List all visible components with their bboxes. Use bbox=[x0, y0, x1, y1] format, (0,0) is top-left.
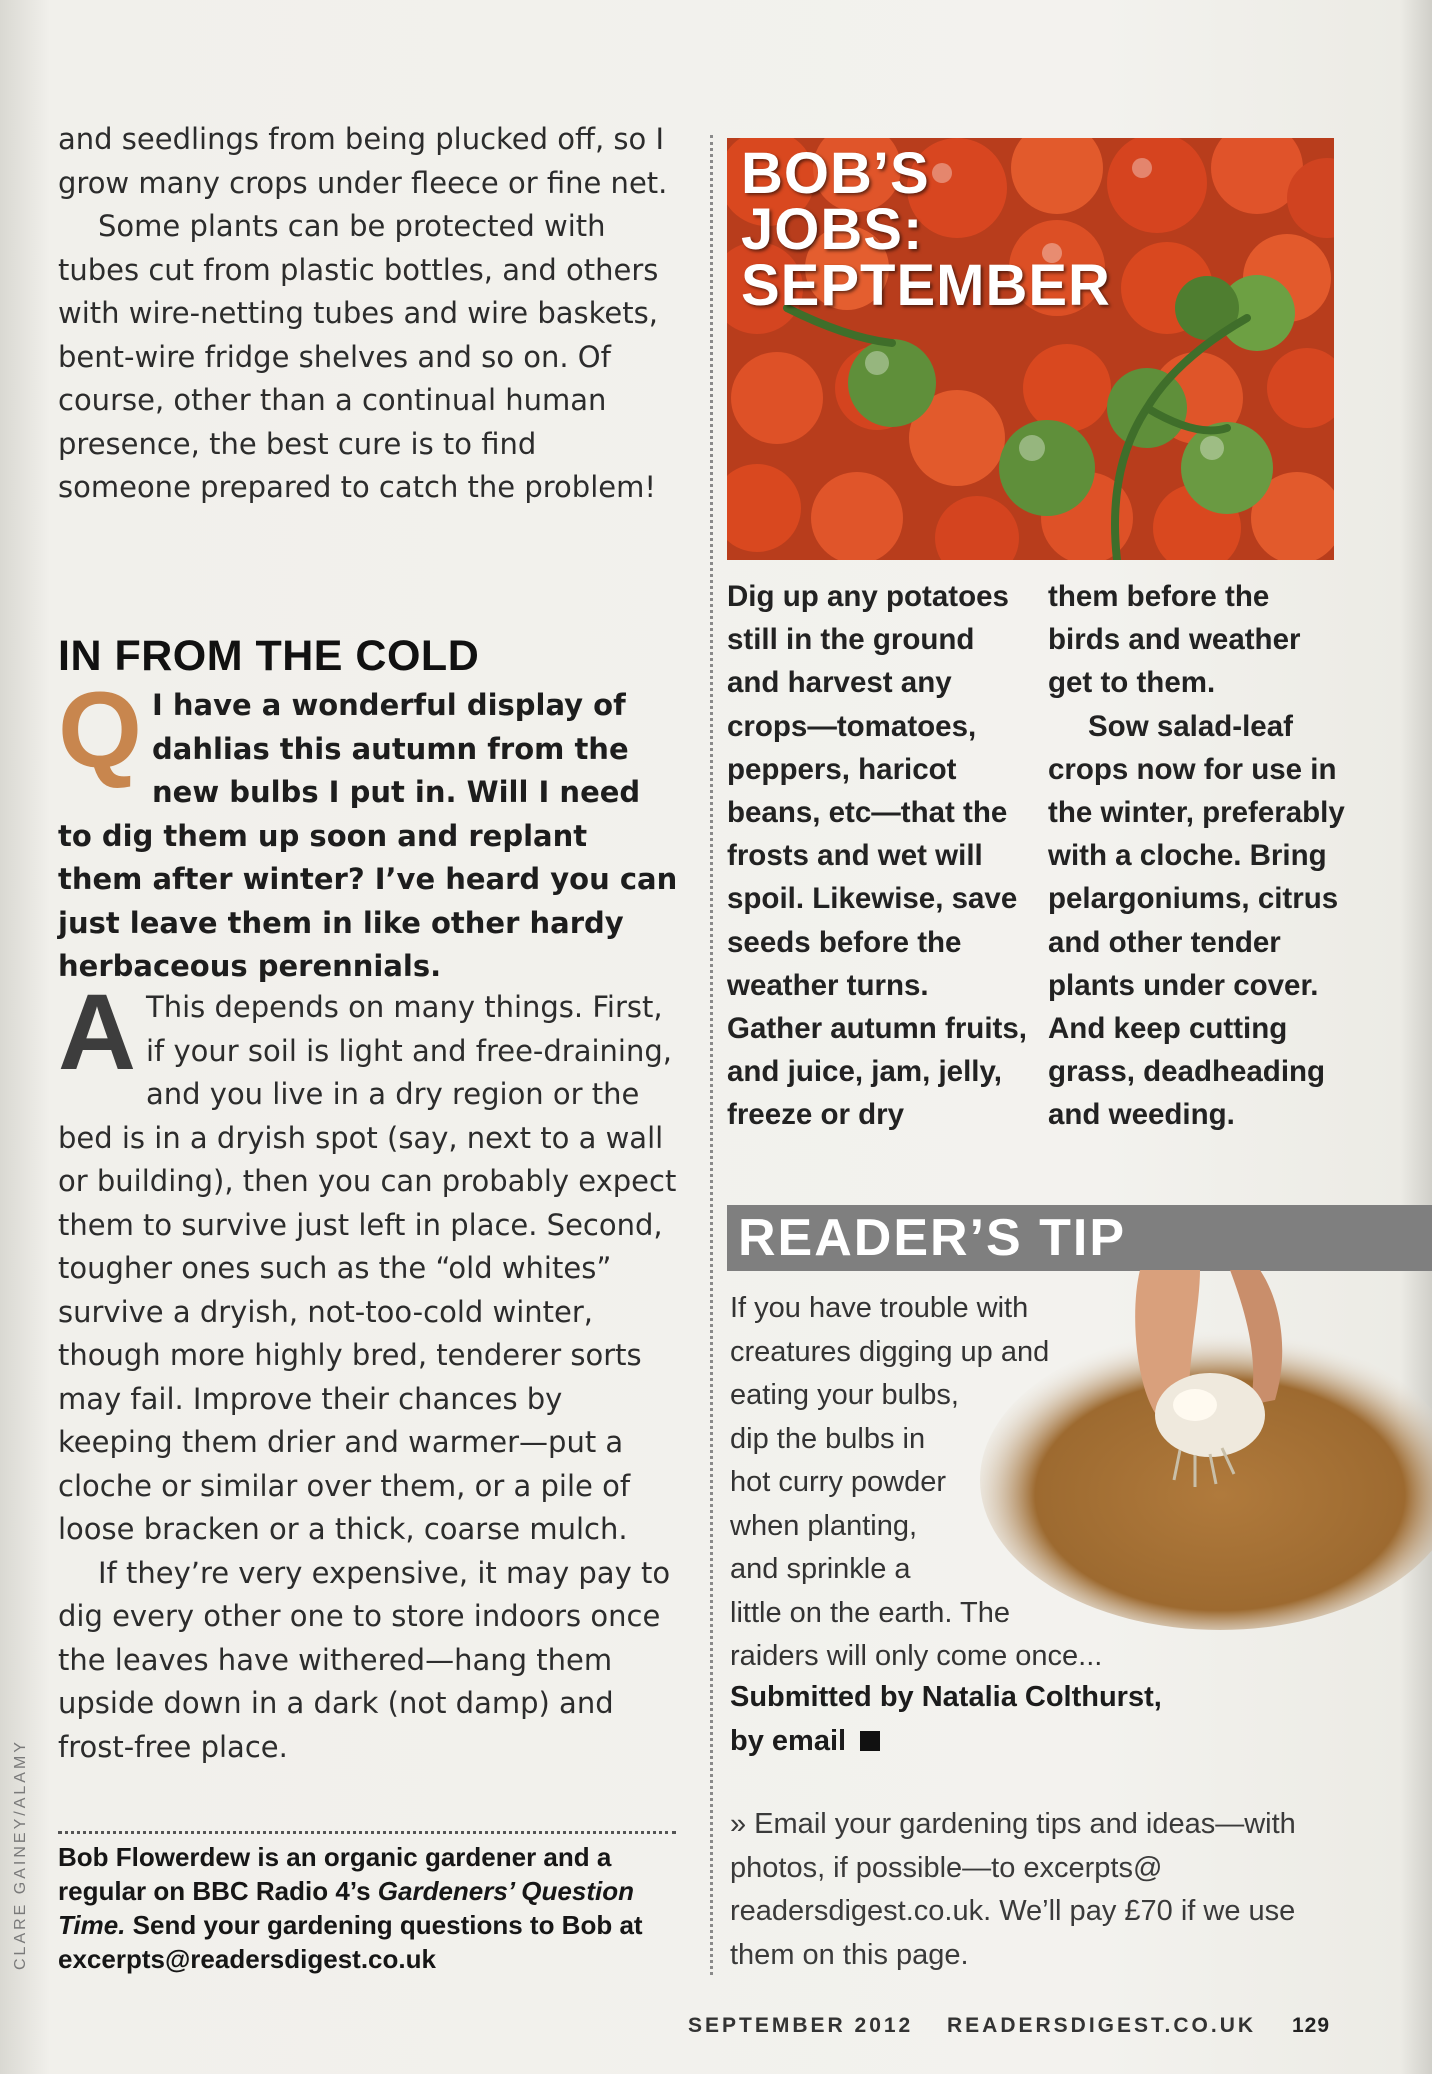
intro-paragraph-1: and seedlings from being plucked off, so I grow many crops under fleece or fine net. bbox=[58, 122, 668, 200]
question-dropcap: Q bbox=[58, 669, 143, 790]
jobs-title-line-2: JOBS: bbox=[741, 197, 924, 262]
bio-divider bbox=[58, 1831, 676, 1834]
answer-paragraph-1: This depends on many things. First, if your soil is light and free-draining, and you live in a dry region or the bed is in a dryish spot (say, next to a wall or building), then you can probably expect them to survive just left in place. Second, tougher ones such as the “old whites” survive a dryish, not-too-cold winter, though more highly bred, tenderer sorts may fail. Improve their chances by keeping them drier and warmer—put a cloche or similar over them, or a pile of loose bracken or a thick, coarse mulch. bbox=[58, 990, 677, 1546]
readers-tip-title: READER’S TIP bbox=[738, 1209, 1127, 1267]
intro-paragraph-2: Some plants can be protected with tubes cut from plastic bottles, and others with wire-netting tubes and wire baskets, bent-wire fridge shelves and so on. Of course, other than a continual human presence, the best cure is to find someone prepared to catch the problem! bbox=[58, 209, 659, 504]
page-number: 129 bbox=[1292, 2014, 1331, 2037]
answer-block bbox=[58, 971, 678, 1769]
bio-part-1: Bob Flowerdew is an organic gardener and a regular on BBC Radio 4’s bbox=[58, 1842, 612, 1906]
question-text: I have a wonderful display of dahlias this autumn from the new bulbs I put in. Will I need to dig them up soon and replant them after winter? I’ve heard you can just leave them in like other hardy herbaceous perennials. bbox=[58, 688, 678, 983]
jobs-column-1-text: Dig up any potatoes still in the ground and harvest any crops—tomatoes, peppers, haricot beans, etc—that the frosts and wet will spoil. Likewise, save seeds before the weather turns. Gather autumn fruits, and juice, jam, jelly, freeze or dry bbox=[727, 580, 1027, 1132]
bio-part-2: Send your gardening questions to Bob at excerpts@readersdigest.co.uk bbox=[58, 1910, 643, 1974]
jobs-title-line-1: BOB’S bbox=[741, 141, 930, 206]
jobs-column-2-part-1: them before the birds and weather get to them. bbox=[1048, 580, 1301, 700]
qa-heading: IN FROM THE COLD bbox=[58, 632, 480, 680]
readers-tip-text: If you have trouble with creatures digging up and eating your bulbs, dip the bulbs in hot curry powder when planting, and sprinkle a little on the earth. The raiders will only come once... bbox=[730, 1292, 1103, 1672]
author-bio bbox=[58, 1840, 698, 1976]
jobs-column-2 bbox=[1048, 575, 1348, 1137]
footer-date: SEPTEMBER 2012 bbox=[688, 2014, 914, 2037]
jobs-title-line-3: SEPTEMBER bbox=[741, 253, 1111, 318]
answer-paragraph-2: If they’re very expensive, it may pay to dig every other one to store indoors once the leaves have withered—hang them upside down in a dark (not damp) and frost-free place. bbox=[58, 1555, 671, 1764]
jobs-column-2-part-2: Sow salad-leaf crops now for use in the winter, preferably with a cloche. Bring pelargoniums, citrus and other tender plants under cover. And keep cutting grass, deadheading and weeding. bbox=[1048, 709, 1345, 1132]
tomatoes-photo bbox=[727, 138, 1334, 560]
question-block bbox=[58, 669, 678, 989]
readers-tip-submitted-by bbox=[730, 1676, 1230, 1763]
submitted-by-text: Submitted by Natalia Colthurst, by email bbox=[730, 1681, 1162, 1757]
column-divider bbox=[710, 135, 713, 1975]
email-tips-note: » Email your gardening tips and ideas—with photos, if possible—to excerpts@ readersdigest.co.uk. We’ll pay £70 if we use them on this page. bbox=[730, 1808, 1296, 1971]
bio-show-title: Gardeners’ Question Time. bbox=[58, 1876, 634, 1940]
left-column-intro bbox=[58, 118, 678, 510]
jobs-box-title bbox=[741, 141, 1111, 318]
footer-website: READERSDIGEST.CO.UK bbox=[947, 2014, 1257, 2037]
answer-dropcap: A bbox=[58, 971, 136, 1092]
photo-credit: CLARE GAINEY/ALAMY bbox=[12, 1739, 29, 1970]
end-mark-icon bbox=[860, 1731, 880, 1751]
jobs-column-1 bbox=[727, 575, 1027, 1137]
